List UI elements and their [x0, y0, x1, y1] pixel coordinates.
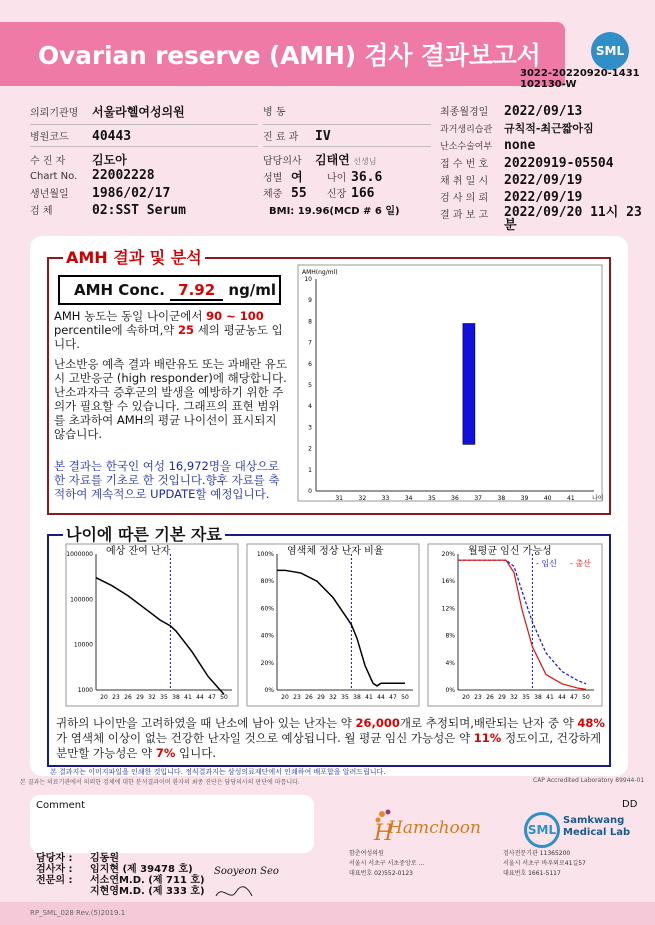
hospcode-label: 병원코드	[30, 132, 69, 143]
sml-logo: SML	[591, 32, 629, 70]
mini-title: 월평균 임신 가능성	[468, 546, 552, 557]
signer-3-value: 서소연M.D. (제 711 호)	[90, 875, 205, 886]
basic-conclusion	[56, 716, 608, 761]
sml-line1: 검사전문기관 11365200	[503, 850, 571, 857]
amh-p1-range: 90 ~ 100	[206, 309, 264, 323]
lmp-value: 2022/09/13	[504, 104, 583, 119]
mini-ytick: 0%	[264, 687, 274, 694]
mini-ytick: 8%	[445, 632, 455, 640]
amh-p1-a: AMH 농도는 동일 나이군에서	[54, 309, 207, 323]
signers	[36, 853, 205, 897]
signer-1-label: 담당자 :	[36, 853, 73, 864]
amh-conc-label: AMH Conc.	[74, 281, 165, 299]
amh-xtick: 41	[567, 495, 575, 502]
ward-label: 병 동	[263, 107, 286, 118]
lmp-label: 최종월경일	[440, 107, 489, 118]
surgery-value: none	[504, 138, 536, 153]
sml-line2: 서울시 서초구 바우뫼로41길57	[503, 860, 586, 867]
amh-ytick: 1	[308, 466, 312, 474]
note-cap: CAP Accredited Laboratory 89944-01	[533, 777, 645, 784]
amh-xtick: 33	[381, 495, 390, 502]
mini-xtick: 50	[220, 694, 228, 701]
patient-right-col	[440, 103, 652, 232]
signer-4-value: 지현영M.D. (제 333 호)	[90, 886, 205, 897]
doctor-label: 담당의사	[263, 156, 302, 167]
note-print: 본 결과지는 이미지파일을 인쇄한 것입니다. 정식결과지는 삼성의료재단에서 인쇄하여 배포합을 알려드립니다.	[50, 768, 386, 776]
mini-ytick: 60%	[260, 605, 274, 613]
mini-xtick: 26	[305, 694, 313, 701]
mini-xtick: 50	[582, 694, 590, 701]
amh-xtick: 31	[335, 495, 343, 502]
recipient-label: 수 진 자	[30, 156, 66, 167]
mini-ytick: 20%	[260, 659, 274, 667]
pregnancy-chart	[428, 544, 602, 706]
collect-label: 채 취 일 시	[440, 176, 489, 187]
chart-label: Chart No.	[30, 171, 78, 182]
mini-ytick: 0%	[445, 687, 455, 694]
mini-xtick: 38	[534, 694, 542, 701]
amh-conc-value: 7.92	[170, 281, 223, 301]
mini-ytick: 12%	[441, 605, 455, 613]
mini-xtick: 29	[498, 694, 506, 701]
mini-xtick: 20	[100, 694, 108, 701]
hamchoon-line3: 대표번호 02)552-0123	[349, 870, 413, 877]
amh-paragraph-1	[54, 309, 289, 351]
patient-mid-col	[263, 103, 431, 219]
conclusion-birth-pct: 7%	[155, 746, 176, 760]
signer-3-label: 전문의 :	[36, 875, 73, 886]
mini-xtick: 32	[329, 694, 337, 701]
conclusion-e: 입니다.	[175, 746, 217, 760]
mini-xtick: 44	[377, 694, 385, 701]
note-diagnosis: 본 결과는 의료기관에서 의뢰한 검체에 대한 분석결과이며 환자의 최종 진단은 담당의사의 판단에 따릅니다.	[20, 779, 300, 786]
mini-xtick: 38	[353, 694, 361, 701]
mini-xtick: 23	[474, 694, 482, 701]
conclusion-normal-pct: 48%	[577, 716, 605, 730]
amh-ytick: 0	[308, 488, 312, 495]
mini-xtick: 47	[570, 694, 578, 701]
cycle-value: 규칙적-최근짧아짐	[504, 122, 594, 135]
signature-scribble	[212, 884, 256, 902]
amh-xtick: 37	[474, 495, 482, 502]
hamchoon-line2: 서울시 서초구 서초중앙로 ...	[349, 860, 425, 867]
conclusion-eggs: 26,000	[355, 716, 400, 730]
sml-name-1: Samkwang	[563, 815, 625, 826]
amh-xtick: 40	[543, 495, 552, 502]
amh-ytick: 3	[308, 424, 312, 432]
dob-value: 1986/02/17	[92, 186, 171, 201]
request-value: 2022/09/19	[504, 190, 583, 205]
sex-value: 여	[291, 170, 303, 184]
amh-ytick: 10	[304, 276, 312, 283]
amh-ytick: 8	[308, 318, 312, 326]
sml-logo-bottom: SML	[524, 812, 560, 848]
amh-conc-unit: ng/ml	[228, 281, 277, 299]
mini-ytick: 16%	[441, 578, 455, 586]
weight-label: 체중	[263, 189, 283, 200]
amh-paragraph-3: 본 결과는 한국인 여성 16,972명을 대상으로 한 자료를 기초로 한 것입니다.향후 자료를 축적하여 계속적으로 UPDATE할 예정입니다.	[54, 459, 280, 501]
comment-dd: DD	[622, 799, 638, 810]
surgery-label: 난소수술여부	[440, 142, 493, 152]
mini-title: 염색체 정상 난자 비율	[287, 546, 384, 557]
height-value: 166	[351, 186, 375, 201]
mini-xtick: 44	[558, 694, 566, 701]
mini-ytick: 100%	[256, 551, 274, 558]
mini-title: 예상 잔여 난자	[106, 546, 171, 557]
sml-name-2: Medical Lab	[563, 827, 631, 838]
amh-ytick: 4	[308, 403, 312, 411]
patient-left-col	[30, 103, 258, 219]
amh-paragraph-2: 난소반응 예측 결과 배란유도 또는 과배란 유도시 고반응군 (high responder)에 해당합니다. 난소과자극 증후군의 발생을 예방하기 위한 주의가 필요할 수 있습니다. 그래프의 표현 범위를 초과하여 AMH의 평균 나이선이 표시되지 않습니다.	[54, 357, 288, 441]
hamchoon-name: Hamchoon	[388, 818, 481, 838]
amh-ytick: 2	[308, 445, 312, 453]
sml-line3: 대표번호 1661-5117	[503, 870, 561, 877]
doctor-value: 김태연	[315, 153, 350, 167]
cycle-label: 과거생리습관	[440, 125, 493, 135]
mini-xtick: 35	[160, 694, 168, 701]
mini-ytick: 100000	[70, 596, 93, 604]
report-date-value: 2022/09/20 11시 23분	[504, 205, 642, 233]
dob-label: 생년월일	[30, 189, 69, 200]
comment-label: Comment	[36, 800, 85, 811]
height-label: 신장	[327, 189, 347, 200]
mini-xtick: 47	[389, 694, 397, 701]
amh-xtick: 34	[404, 495, 413, 502]
mini-xtick: 35	[341, 694, 349, 701]
amh-ytick: 7	[308, 339, 312, 347]
svg-text:H: H	[374, 821, 394, 846]
remaining-eggs-chart	[66, 544, 238, 706]
signer-2-label: 검사자 :	[36, 864, 73, 875]
mini-xtick: 32	[148, 694, 156, 701]
specimen-label: 검 체	[30, 206, 53, 217]
hospcode-value: 40443	[92, 129, 132, 144]
signer-1-value: 김동원	[90, 853, 119, 864]
amh-section-title: AMH 결과 및 분석	[63, 245, 205, 268]
mini-xtick: 47	[208, 694, 216, 701]
conclusion-preg-pct: 11%	[473, 731, 502, 745]
mcd-value: (MCD # 6 일)	[329, 206, 400, 217]
mini-ytick: 4%	[445, 659, 455, 667]
amh-ytick: 5	[308, 382, 312, 389]
mini-xtick: 20	[462, 694, 470, 701]
report-id	[520, 68, 640, 90]
bmi-value: BMI: 19.96	[269, 206, 330, 217]
amh-chart-frame	[298, 265, 602, 501]
amh-p1-age: 25	[178, 323, 195, 337]
mini-ytick: 1000000	[66, 551, 93, 558]
conclusion-a: 귀하의 나이만을 고려하였을 때 난소에 남아 있는 난자는 약	[56, 716, 356, 730]
conclusion-d: 정도이고, 건강하게 분만할 가능성은 약	[56, 731, 602, 760]
institution-label: 의뢰기관명	[30, 108, 79, 119]
amh-p1-b: percentile에 속하며,약	[54, 323, 179, 337]
amh-chart-ylabel: AMH(ng/ml)	[302, 269, 338, 276]
mini-xtick: 41	[365, 694, 373, 701]
mini-xtick: 29	[317, 694, 325, 701]
hamchoon-line1: 함춘여성의원	[349, 850, 384, 857]
mini-xtick: 26	[124, 694, 132, 701]
amh-xlabel: 나이	[592, 495, 604, 502]
dept-label: 진 료 과	[263, 132, 299, 143]
mini-ytick: 40%	[260, 632, 274, 640]
mini-ytick: 80%	[260, 578, 274, 586]
conclusion-c: 가 염색체 이상이 없는 건강한 난자일 것으로 예상됩니다. 월 평균 임신 가능성은 약	[56, 731, 474, 745]
amh-ytick: 6	[308, 360, 312, 368]
mini-xtick: 50	[401, 694, 409, 701]
mini-legend-1: - 출산	[570, 559, 591, 568]
mini-xtick: 44	[196, 694, 204, 701]
signature: Sooyeon Seo	[214, 866, 279, 877]
receipt-label: 접 수 번 호	[440, 159, 489, 170]
amh-xtick: 35	[428, 495, 436, 502]
report-date-label: 결 과 보 고	[440, 210, 489, 221]
mini-ytick: 20%	[441, 551, 455, 558]
mini-xtick: 23	[112, 694, 120, 701]
sml-name	[563, 815, 630, 839]
age-value: 36.6	[351, 170, 383, 185]
institution-value: 서울라헬여성의원	[92, 105, 185, 119]
mini-xtick: 32	[510, 694, 518, 701]
mini-xtick: 26	[486, 694, 494, 701]
chart-value: 22002228	[92, 168, 155, 183]
mini-legend-0: - 임신	[536, 559, 557, 568]
amh-xtick: 32	[358, 495, 367, 502]
mini-ytick: 10000	[73, 641, 93, 649]
report-title: Ovarian reserve (AMH) 검사 결과보고서	[38, 41, 541, 70]
mini-ytick: 1000	[77, 687, 93, 694]
signer-2-value: 임지현 (제 39478 호)	[90, 864, 193, 875]
amh-ytick: 9	[308, 297, 312, 305]
amh-bar	[463, 324, 475, 445]
mini-xtick: 35	[522, 694, 530, 701]
mini-frame	[247, 544, 419, 706]
mini-xtick: 38	[172, 694, 180, 701]
doctor-suffix: 선생님	[353, 157, 377, 166]
basic-section-title: 나이에 따른 기본 자료	[63, 522, 225, 545]
footer-code: RP_SML_028 Rev.(5)2019.1	[30, 909, 126, 917]
recipient-value: 김도아	[92, 153, 127, 167]
mini-xtick: 41	[184, 694, 192, 701]
receipt-value: 20220919-05504	[504, 156, 614, 171]
sex-label: 성별	[263, 173, 283, 184]
report-id-line1: 3022-20220920-1431	[520, 68, 640, 79]
amh-chart	[298, 265, 602, 501]
amh-xtick: 39	[520, 495, 529, 502]
amh-conc-box	[58, 275, 281, 305]
mini-xtick: 23	[293, 694, 301, 701]
mini-xtick: 41	[546, 694, 554, 701]
conclusion-b: 개로 추정되며,배란되는 난자 중 약	[399, 716, 578, 730]
amh-xtick: 36	[451, 495, 459, 502]
collect-value: 2022/09/19	[504, 173, 583, 188]
hamchoon-info	[349, 849, 424, 879]
report-id-line2: 102130-W	[520, 79, 577, 90]
sml-info	[503, 849, 586, 879]
amh-xtick: 38	[497, 495, 506, 502]
weight-value: 55	[291, 186, 307, 201]
normal-eggs-chart	[247, 544, 419, 706]
mini-xtick: 20	[281, 694, 289, 701]
request-label: 검 사 의 뢰	[440, 193, 489, 204]
age-label: 나이	[327, 173, 347, 184]
amh-p1-c: 세의 평균농도 입니다.	[54, 323, 283, 351]
specimen-value: 02:SST Serum	[92, 203, 186, 218]
dept-value: IV	[315, 129, 331, 144]
mini-xtick: 29	[136, 694, 144, 701]
